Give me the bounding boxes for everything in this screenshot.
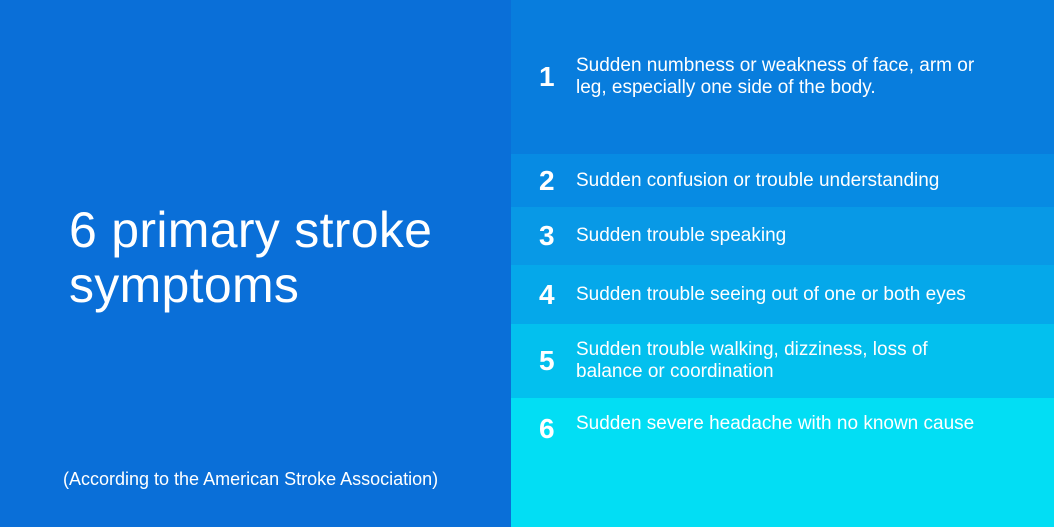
symptom-row-6 — [511, 398, 1054, 527]
title-line-2: symptoms — [69, 257, 300, 313]
symptom-number: 3 — [539, 220, 555, 251]
symptom-number: 5 — [539, 345, 555, 376]
symptom-number: 1 — [539, 61, 555, 92]
symptom-number: 2 — [539, 164, 555, 196]
symptom-text: Sudden trouble walking, dizziness, loss of balance or coordination — [576, 339, 928, 382]
symptom-number: 6 — [539, 413, 555, 444]
symptom-list — [511, 0, 1054, 527]
symptom-row-5 — [511, 324, 1054, 398]
symptom-text: Sudden trouble seeing out of one or both eyes — [576, 283, 966, 305]
symptom-text: Sudden confusion or trouble understanding — [576, 169, 940, 191]
symptom-text: Sudden severe headache with no known cause — [576, 413, 975, 434]
page-title — [69, 203, 432, 313]
symptom-text: Sudden numbness or weakness of face, arm or leg, especially one side of the body. — [576, 55, 975, 98]
symptom-row-4 — [511, 265, 1054, 324]
title-panel — [0, 0, 511, 527]
symptom-text: Sudden trouble speaking — [576, 225, 787, 246]
symptom-row-3 — [511, 207, 1054, 265]
symptom-number: 4 — [539, 278, 555, 310]
source-note: (According to the American Stroke Association) — [63, 469, 439, 489]
symptom-row-1 — [511, 0, 1054, 154]
title-line-1: 6 primary stroke — [69, 202, 433, 258]
symptom-row-2 — [511, 154, 1054, 207]
